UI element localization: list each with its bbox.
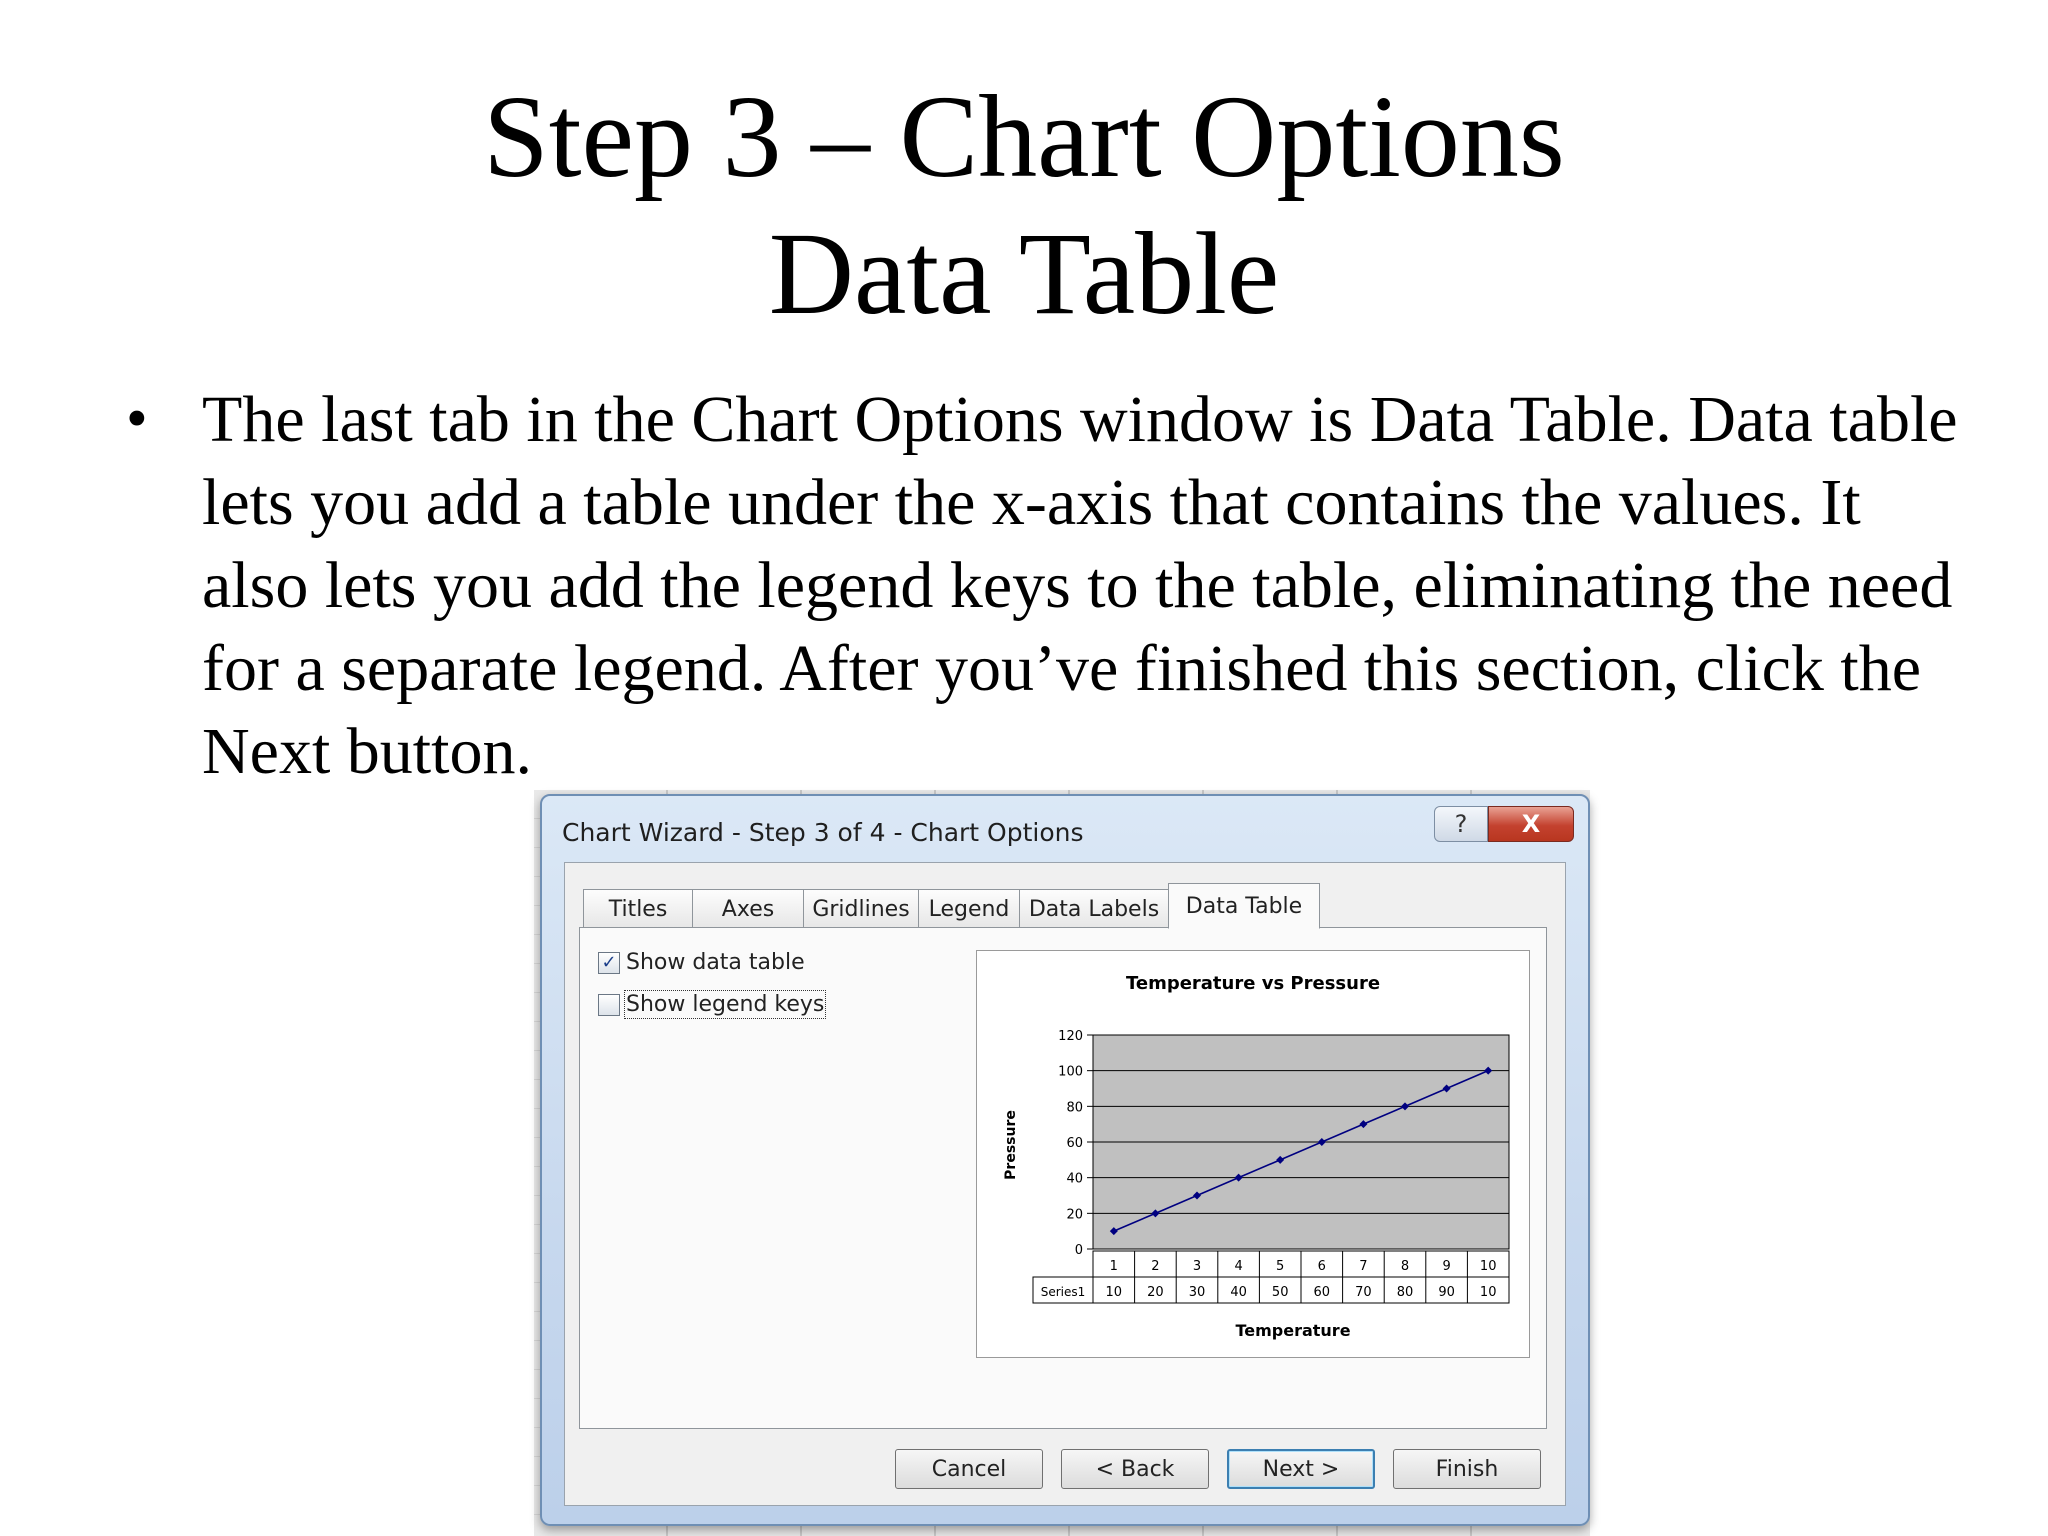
data-table-value: 10	[1479, 1285, 1497, 1300]
show-data-table-option[interactable]	[598, 950, 805, 975]
x-category-label: 4	[1234, 1259, 1243, 1274]
tab-axes[interactable]: Axes	[692, 889, 804, 929]
show-legend-keys-label[interactable]: Show legend keys	[626, 992, 825, 1017]
x-category-label: 1	[1109, 1259, 1118, 1274]
chart-preview	[976, 950, 1530, 1358]
dialog-button-row	[565, 1449, 1565, 1493]
data-table-series-label: Series1	[1040, 1285, 1086, 1299]
chart-y-axis-label: Pressure	[1003, 1110, 1019, 1180]
close-button[interactable]: X	[1488, 806, 1574, 842]
y-tick-label: 0	[1074, 1243, 1083, 1258]
cancel-button[interactable]: Cancel	[895, 1449, 1043, 1489]
x-category-label: 2	[1151, 1259, 1160, 1274]
y-tick-label: 40	[1066, 1171, 1083, 1187]
data-table-value: 50	[1271, 1285, 1289, 1300]
next-button[interactable]: Next >	[1227, 1449, 1375, 1489]
x-category-label: 10	[1479, 1259, 1497, 1274]
data-table-value: 30	[1188, 1285, 1206, 1300]
chart-x-axis-label: Temperature	[1235, 1321, 1351, 1340]
y-tick-label: 20	[1066, 1207, 1083, 1223]
x-category-label: 3	[1192, 1259, 1202, 1274]
tab-data-labels[interactable]: Data Labels	[1019, 889, 1169, 929]
y-tick-label: 60	[1066, 1136, 1083, 1151]
data-table-value: 40	[1230, 1285, 1247, 1300]
chart-svg	[977, 951, 1529, 1357]
y-tick-label: 120	[1058, 1029, 1083, 1044]
x-category-label: 6	[1317, 1259, 1326, 1274]
title-bar-buttons	[1434, 806, 1574, 842]
data-table-value: 90	[1438, 1285, 1455, 1300]
chart-title: Temperature vs Pressure	[1125, 973, 1381, 994]
data-table-value: 70	[1355, 1285, 1372, 1300]
y-tick-label: 100	[1058, 1064, 1083, 1080]
back-button[interactable]: < Back	[1061, 1449, 1209, 1489]
dialog-title: Chart Wizard - Step 3 of 4 - Chart Options	[562, 818, 1084, 847]
show-data-table-label[interactable]: Show data table	[626, 950, 805, 975]
x-category-label: 8	[1400, 1259, 1410, 1274]
data-table-value: 60	[1313, 1285, 1331, 1300]
data-table-value: 20	[1147, 1285, 1164, 1300]
tab-legend[interactable]: Legend	[918, 889, 1020, 929]
dialog-client-area	[564, 862, 1566, 1506]
bullet-text: The last tab in the Chart Options window is Data Table. Data table lets you add a table under the x-axis that contains the values. It also lets you add the legend keys to the table, eliminating the need for a separate legend. After you’ve finished this section, click the Next button.	[202, 383, 1958, 788]
data-table-value: 80	[1396, 1285, 1414, 1300]
finish-button[interactable]: Finish	[1393, 1449, 1541, 1489]
tab-strip	[583, 883, 1319, 929]
show-legend-keys-checkbox[interactable]	[598, 994, 620, 1016]
bullet-icon: •	[126, 385, 148, 453]
x-category-label: 7	[1359, 1259, 1368, 1274]
x-category-label: 5	[1276, 1259, 1285, 1274]
slide-title-line2: Data Table	[768, 208, 1280, 339]
tab-titles[interactable]: Titles	[583, 889, 693, 929]
chart-wizard-dialog	[540, 794, 1590, 1526]
show-legend-keys-option[interactable]	[598, 992, 824, 1017]
show-data-table-checkbox[interactable]: ✓	[598, 952, 620, 974]
x-category-label: 9	[1442, 1259, 1451, 1274]
y-tick-label: 80	[1066, 1100, 1083, 1116]
tab-panel-data-table	[579, 927, 1547, 1429]
tab-gridlines[interactable]: Gridlines	[803, 889, 919, 929]
slide-title-line1: Step 3 – Chart Options	[483, 71, 1565, 202]
tab-data-table[interactable]: Data Table	[1168, 883, 1320, 929]
help-button[interactable]: ?	[1434, 806, 1488, 842]
slide-title	[0, 68, 2048, 342]
data-table-value: 10	[1105, 1285, 1123, 1300]
